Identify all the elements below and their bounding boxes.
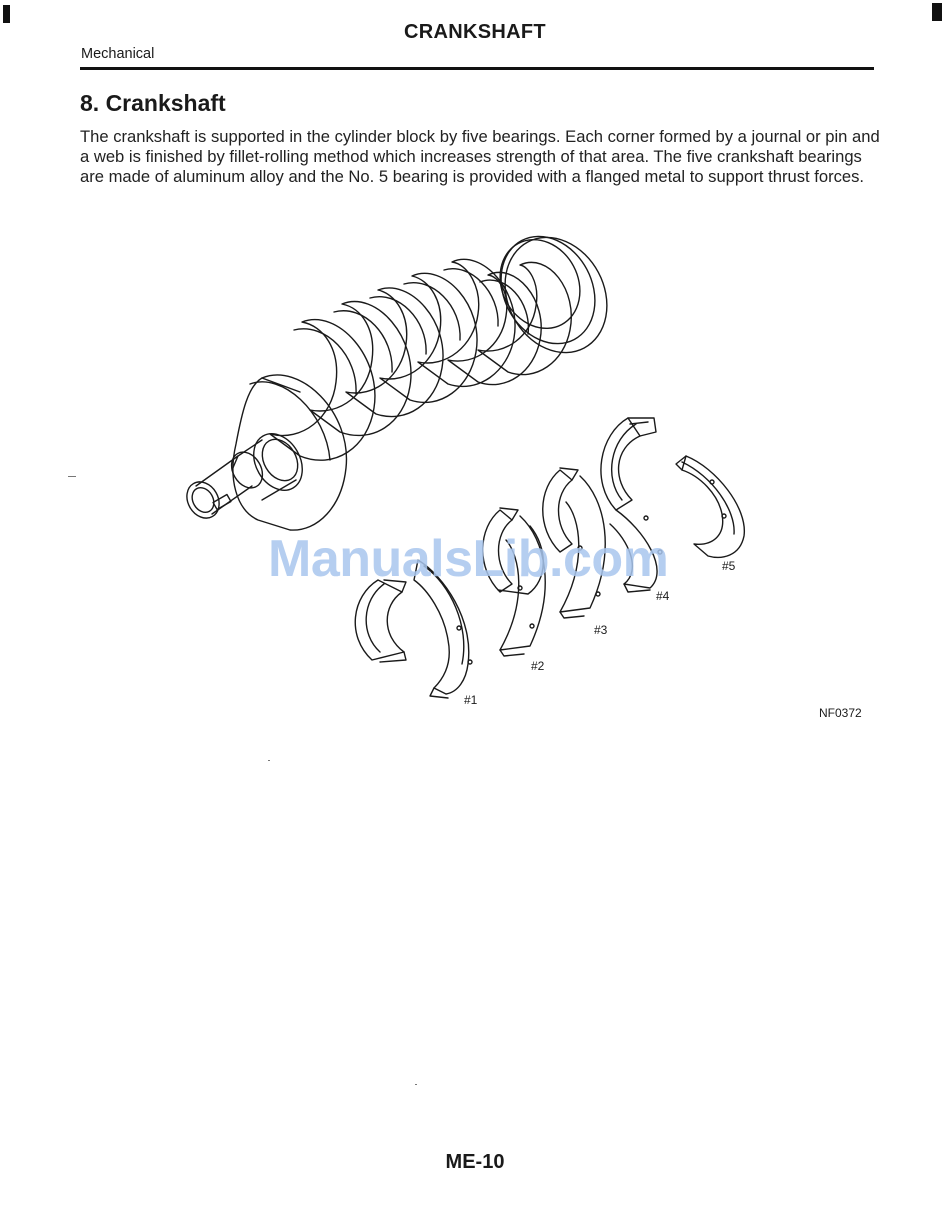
body-paragraph: The crankshaft is supported in the cylinder block by five bearings. Each corner formed by a journal or pin and a web is finished by fillet-rolling method which increases strength of that area. The five crankshaft bearings are made of aluminum alloy and the No. 5 bearing is provided with a flanged metal to support thrust forces.: [80, 127, 880, 186]
bearing-5: [676, 456, 744, 557]
watermark: ManualsLib.com: [268, 530, 669, 588]
web-5: [346, 288, 443, 417]
bearing-label-3: #3: [594, 623, 608, 637]
page-number: ME-10: [445, 1151, 505, 1173]
registration-mark-right: [932, 3, 942, 21]
web-1: [478, 262, 571, 374]
web-4: [380, 273, 477, 402]
scan-speck: [68, 476, 76, 477]
crankshaft-illustration: [181, 225, 627, 530]
header-rule: [80, 67, 874, 70]
scan-speck: [268, 760, 270, 761]
figure-code: NF0372: [819, 706, 862, 720]
bearing-label-4: #4: [656, 589, 670, 603]
page-header-title: CRANKSHAFT: [404, 21, 546, 43]
crankshaft-figure: [0, 225, 950, 725]
scan-speck: [415, 1084, 417, 1085]
web-front: [233, 375, 347, 530]
bearing-label-5: #5: [722, 559, 736, 573]
section-heading: 8. Crankshaft: [80, 90, 226, 116]
section-name: Mechanical: [81, 46, 155, 62]
bearing-label-1: #1: [464, 693, 478, 707]
bearing-label-2: #2: [531, 659, 545, 673]
crank-snout: [181, 425, 313, 524]
